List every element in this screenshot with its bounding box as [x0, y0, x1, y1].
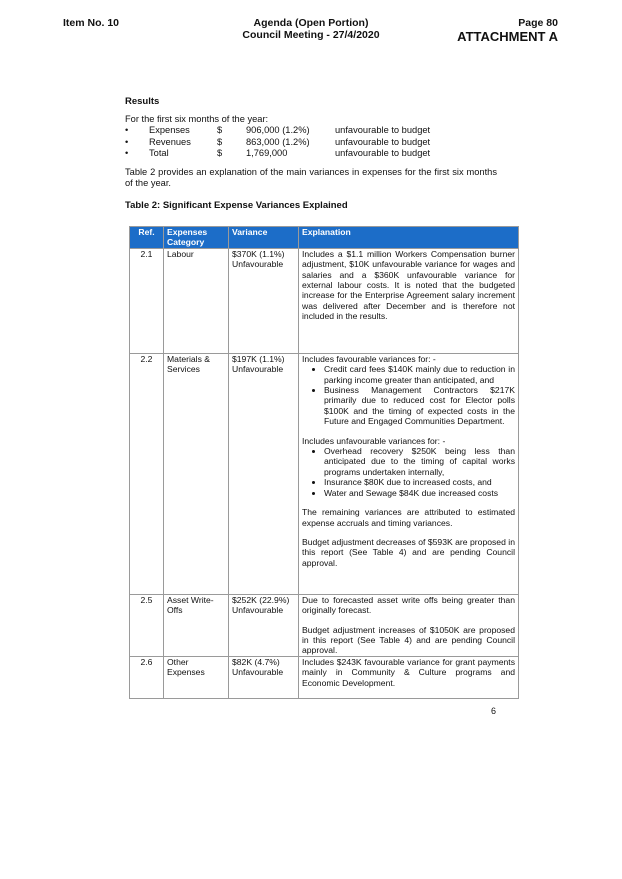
- col-category: Expenses Category: [164, 227, 229, 249]
- bullet: •: [125, 136, 129, 147]
- cell-ref: 2.2: [130, 353, 164, 594]
- cell-variance: [229, 594, 299, 656]
- result-item: [125, 137, 497, 149]
- favourable-intro: Includes favourable variances for: -: [302, 353, 436, 364]
- cell-explanation: [299, 594, 519, 656]
- result-item: [125, 125, 497, 137]
- bullet: •: [125, 148, 129, 158]
- variance-amount: $197K (1.1%): [232, 353, 285, 364]
- cell-variance: [229, 353, 299, 594]
- variance-amount: $370K (1.1%): [232, 248, 285, 259]
- cell-category: Materials & Services: [164, 353, 229, 594]
- page-label: Page 80: [518, 17, 558, 29]
- page-number: 6: [491, 706, 497, 716]
- variance-direction: Unfavourable: [232, 259, 284, 270]
- variance-amount: $252K (22.9%): [232, 594, 290, 605]
- result-currency: $: [217, 136, 223, 147]
- table-row: [130, 656, 519, 698]
- table-header-row: [130, 227, 519, 249]
- explanation-text: Due to forecasted asset write offs being greater than originally forecast.: [302, 594, 515, 616]
- result-currency: $: [217, 148, 223, 158]
- result-label: Revenues: [149, 136, 191, 147]
- results-section: [125, 96, 497, 213]
- cell-explanation: Includes a $1.1 million Workers Compensation burner adjustment, $10K unfavourable variance for wages and salaries and a $360K unfavourable variance for external labour costs. It is noted that the budgeted increase for the Enterprise Agreement salary increment was delivered after December and is therefore not included in the results.: [299, 248, 519, 353]
- cell-category: Other Expenses: [164, 656, 229, 698]
- table-caption: Table 2: Significant Expense Variances Explained: [125, 199, 348, 211]
- meeting-date: Council Meeting - 27/4/2020: [242, 29, 380, 41]
- item-number: Item No. 10: [63, 17, 120, 29]
- results-intro: For the first six months of the year:: [125, 113, 269, 124]
- list-item: • Credit card fees $140K mainly due to reduction in parking income greater than anticipated, and: [324, 364, 515, 385]
- col-variance: Variance: [229, 227, 299, 249]
- attachment-label: ATTACHMENT A: [457, 29, 558, 44]
- page-attachment: [457, 17, 558, 44]
- result-amount: 1,769,000: [246, 148, 288, 158]
- result-note: unfavourable to budget: [335, 148, 431, 158]
- bullet: •: [125, 125, 129, 135]
- cell-ref: 2.1: [130, 248, 164, 353]
- list-item: • Water and Sewage $84K due increased costs: [324, 488, 515, 498]
- budget-adjustment: Budget adjustment decreases of $593K are proposed in this report (See Table 4) and are pending Council approval.: [302, 536, 515, 568]
- remaining-text: The remaining variances are attributed to estimated expense accruals and timing variances.: [302, 507, 515, 528]
- result-item: [125, 148, 497, 160]
- result-amount: 863,000 (1.2%): [246, 136, 310, 147]
- table-row: [130, 248, 519, 353]
- unfavourable-list: [302, 446, 515, 498]
- col-ref: Ref.: [130, 227, 164, 249]
- result-currency: $: [217, 125, 223, 135]
- result-label: Expenses: [149, 125, 190, 135]
- favourable-list: [302, 364, 515, 426]
- variance-amount: $82K (4.7%): [232, 656, 280, 667]
- result-amount: 906,000 (1.2%): [246, 125, 310, 135]
- table-row: [130, 594, 519, 656]
- budget-adjustment: Budget adjustment increases of $1050K are proposed in this report (See Table 4) and are pending Council approval.: [302, 624, 515, 656]
- col-explanation: Explanation: [299, 227, 519, 249]
- list-item: • Business Management Contractors $217K primarily due to reduced cost for Elector polls $100K and the timing of expected costs in the Future and Engaged Communities Department.: [324, 385, 515, 427]
- result-note: unfavourable to budget: [335, 125, 431, 135]
- cell-variance: [229, 656, 299, 698]
- variance-direction: Unfavourable: [232, 667, 284, 678]
- list-item: • Insurance $80K due to increased costs, and: [324, 477, 515, 487]
- agenda-title: Agenda (Open Portion): [253, 17, 369, 29]
- cell-ref: 2.6: [130, 656, 164, 698]
- unfavourable-intro: Includes unfavourable variances for: -: [302, 435, 446, 446]
- table-row: [130, 353, 519, 594]
- list-item: • Overhead recovery $250K being less than anticipated due to the timing of capital works programs undertaken internally,: [324, 446, 515, 477]
- variance-table: [129, 226, 519, 699]
- cell-explanation: Includes $243K favourable variance for grant payments mainly in Community & Culture programs and Economic Development.: [299, 656, 519, 698]
- result-note: unfavourable to budget: [335, 136, 431, 147]
- cell-variance: [229, 248, 299, 353]
- cell-explanation: [299, 353, 519, 594]
- results-paragraph: Table 2 provides an explanation of the main variances in expenses for the first six months of the year.: [125, 166, 497, 188]
- variance-direction: Unfavourable: [232, 364, 284, 375]
- cell-ref: 2.5: [130, 594, 164, 656]
- variance-direction: Unfavourable: [232, 605, 284, 616]
- cell-category: Labour: [164, 248, 229, 353]
- result-label: Total: [149, 148, 169, 158]
- cell-category: Asset Write-Offs: [164, 594, 229, 656]
- results-heading: Results: [125, 96, 160, 107]
